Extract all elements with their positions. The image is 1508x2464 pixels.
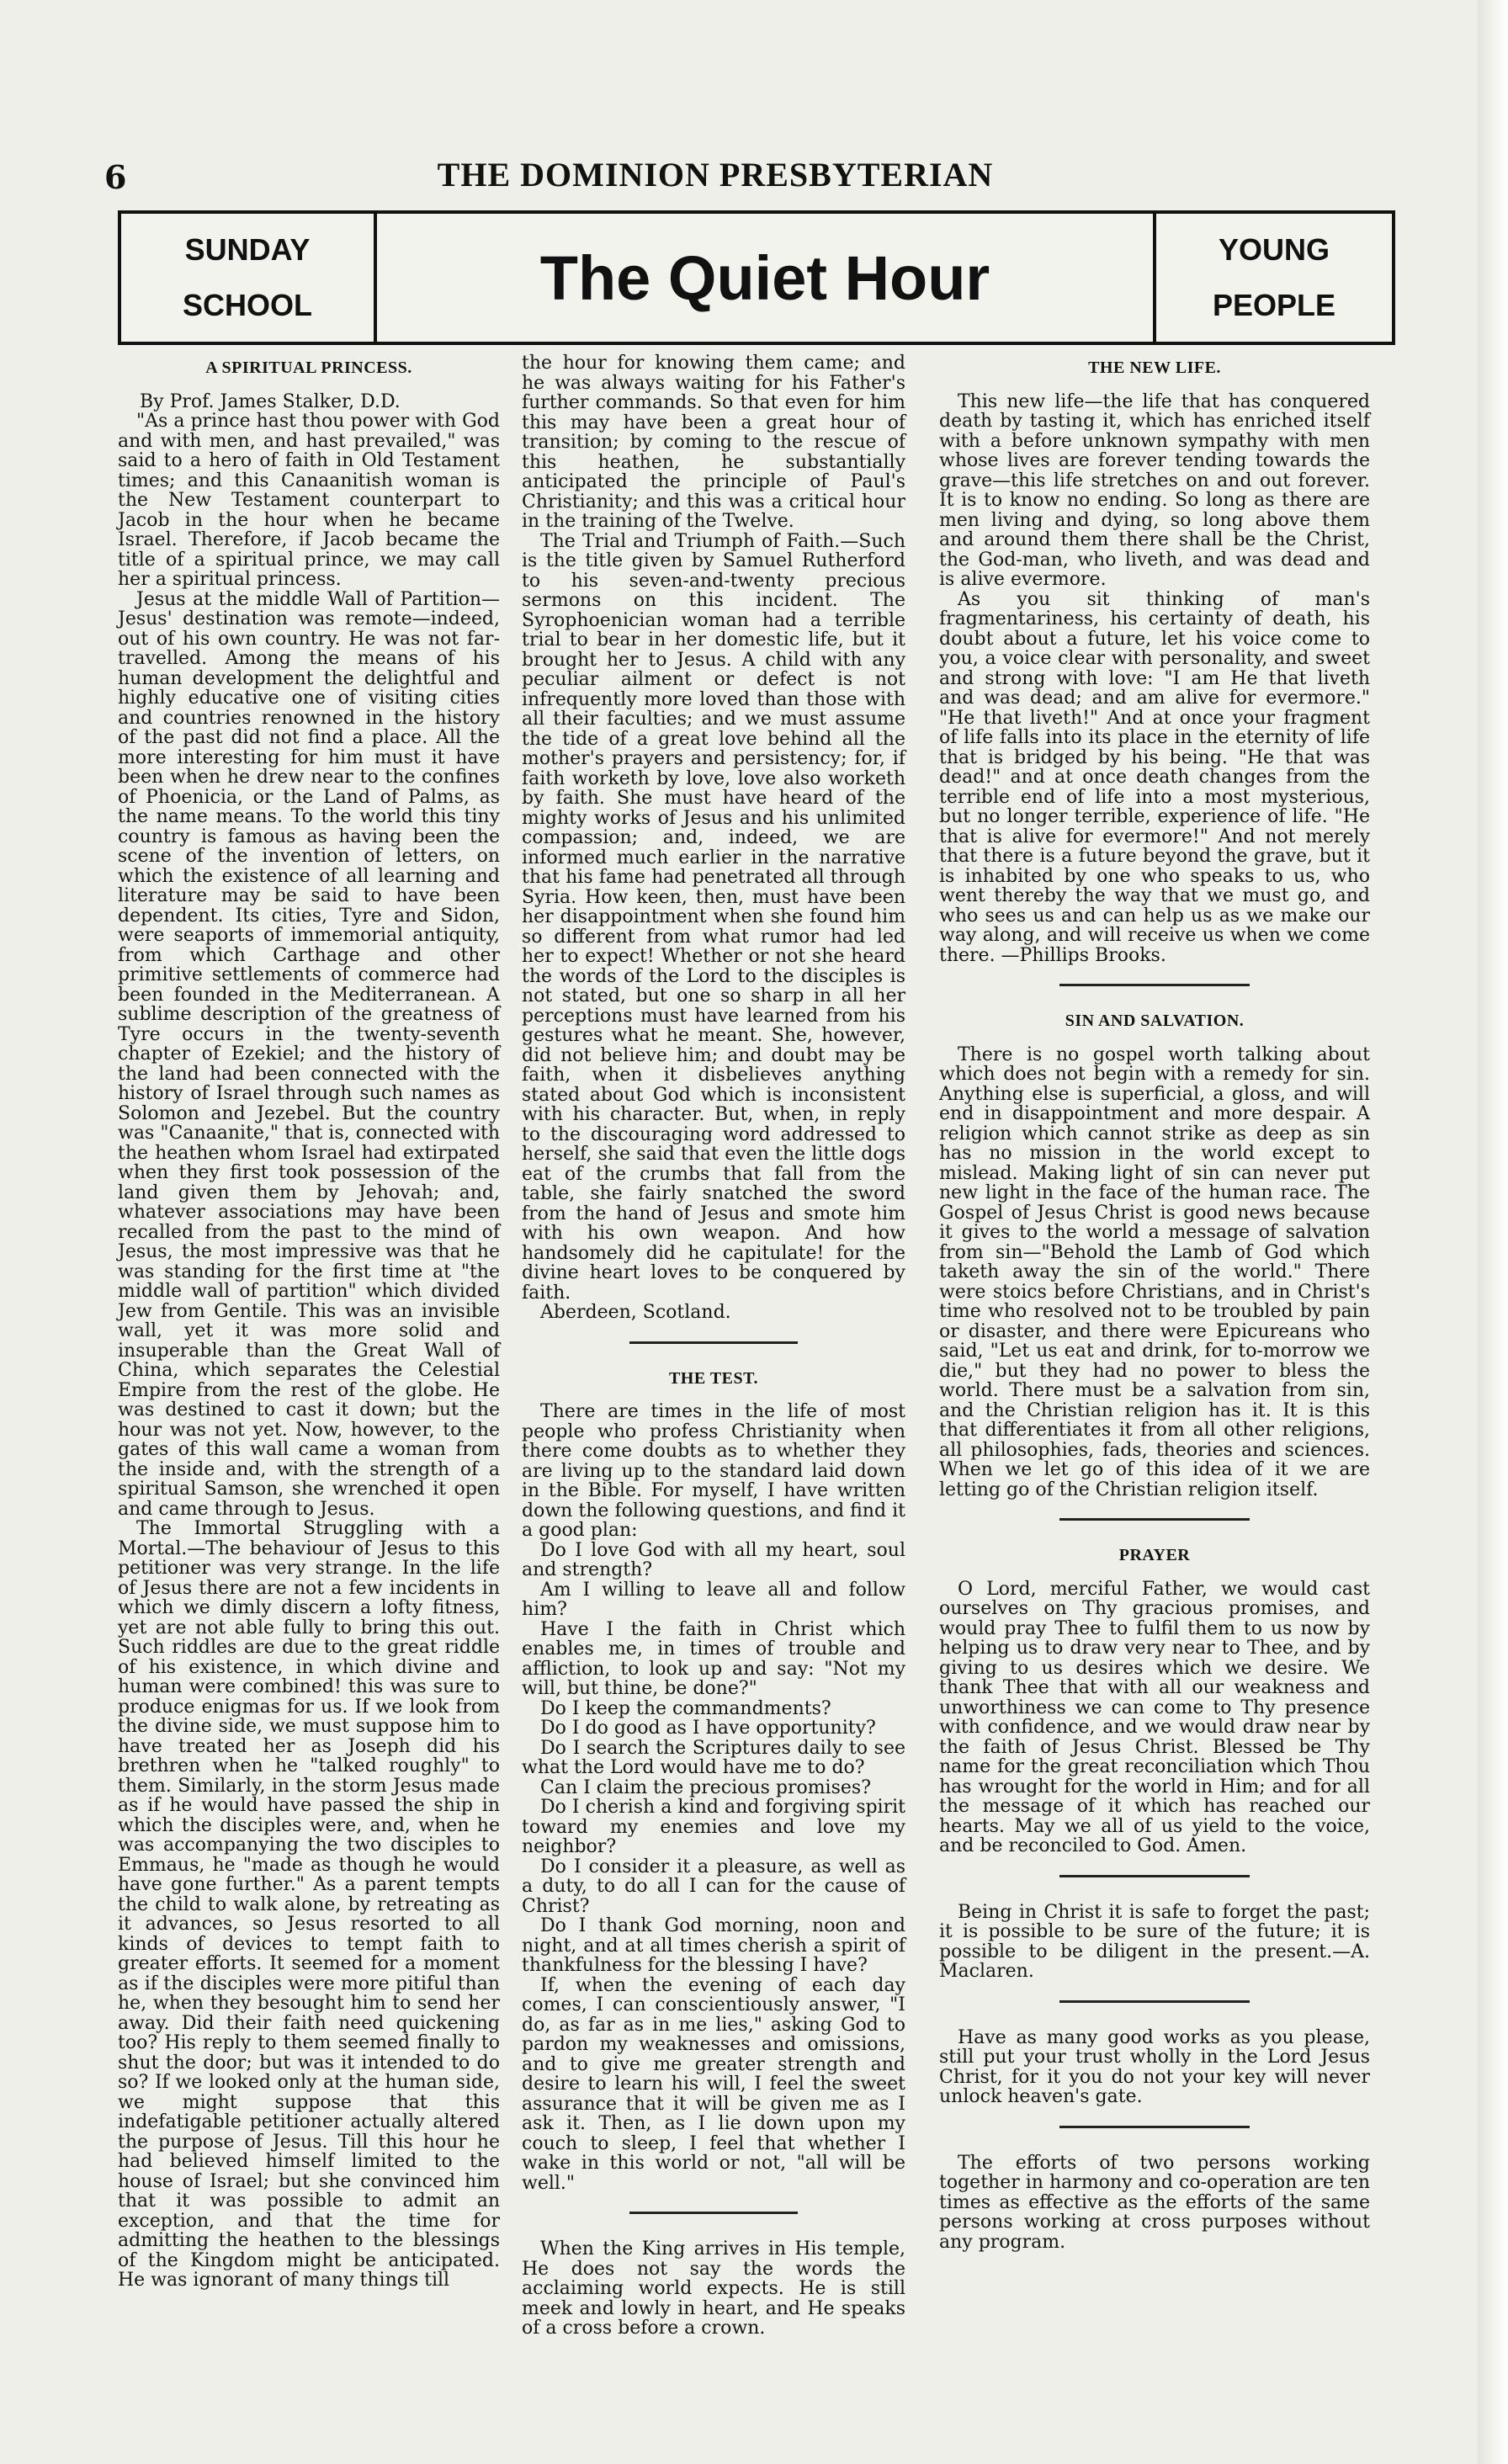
article-paragraph: O Lord, merciful Father, we would cast ourselves on Thy gracious promises, and would pray Thee to fulfil them to us now by helping us to draw very near to Thee, and by giving to us desires which we desire. We thank Thee that with all our weakness and unworthiness we can come to Thy presence with confidence, and we would draw near by the faith of Jesus Christ. Blessed be Thy name for the great reconciliation which Thou has wrought for the world in Him; and for all the message of it which has reached our hearts. May we all of us yield to the voice, and be reconciled to God. Amen. xyxy=(939,1578,1370,1856)
divider-rule xyxy=(1059,1875,1249,1877)
question-item: Do I love God with all my heart, soul and strength? xyxy=(522,1539,905,1580)
divider-rule xyxy=(629,1341,799,1344)
question-item: Do I consider it a pleasure, as well as a duty, to do all I can for the cause of Christ? xyxy=(522,1856,905,1917)
article-heading-sin-salvation: SIN AND SALVATION. xyxy=(1065,1012,1245,1030)
banner-right-line2: PEOPLE xyxy=(1212,288,1336,322)
article-heading-prayer: PRAYER xyxy=(1118,1546,1191,1564)
banner-left-line2: SCHOOL xyxy=(182,288,312,322)
question-item: Am I willing to leave all and follow him? xyxy=(522,1579,905,1620)
publication-title: THE DOMINION PRESBYTERIAN xyxy=(437,156,994,194)
question-item: Can I claim the precious promises? xyxy=(540,1776,871,1798)
banner-left-label xyxy=(121,214,377,342)
article-paragraph: There are times in the life of most people who profess Christianity when there come doubts as to whether they are living up to the standard laid down in the Bible. For myself, I have written down the following questions, and find it a good plan: xyxy=(522,1401,905,1541)
article-heading-spiritual-princess: A SPIRITUAL PRINCESS. xyxy=(205,358,412,377)
question-item: Do I thank God morning, noon and night, and at all times cherish a spirit of thankfulness for the blessing I have? xyxy=(522,1915,905,1976)
article-paragraph: "As a prince hast thou power with God and with men, and hast prevailed," was said to a hero of faith in Old Testament times; and this Canaanitish woman is the New Testament counterpart to Jacob in the hour when he became Israel. Therefore, if Jacob became the title of a spiritual prince, we may call her a spiritual princess. xyxy=(118,411,500,590)
question-item: Do I search the Scriptures daily to see what the Lord would have me to do? xyxy=(522,1737,905,1778)
article-paragraph: The Immortal Struggling with a Mortal.—The behaviour of Jesus to this petitioner was very strange. In the life of Jesus there are not a few incidents in which we dimly discern a lofty fitness, yet are not able fully to bring this out. Such riddles are due to the great riddle of his existence, in which divine and human were combined! this was sure to produce enigmas for us. If we look from the divine side, we must suppose him to have treated her as Joseph did his brethren when he "talked roughly" to them. Similarly, in the storm Jesus made as if he would have passed the ship in which the disciples were, and, when he was accompanying the two disciples to Emmaus, he "made as though he would have gone further." As a parent tempts the child to walk alone, by retreating as it advances, so Jesus resorted to all kinds of devices to tempt faith to greater efforts. It seemed for a moment as if the disciples were more pitiful than he, when they besought him to send her away. Did their faith need quickening too? His reply to them seemed finally to shut the door; but was it intended to do so? If we looked only at the human side, we might suppose that this indefatigable petitioner actually altered the purpose of Jesus. Till this hour he had believed himself limited to the house of Israel; but she convinced him that it was possible to admit an exception, and that the time for admitting the heathen to the blessings of the Kingdom might be anticipated. He was ignorant of many things till xyxy=(118,1518,500,2291)
question-item: Do I cherish a kind and forgiving spirit toward my enemies and love my neighbor? xyxy=(522,1797,905,1857)
column-right xyxy=(939,358,1370,2252)
article-paragraph: This new life—the life that has conquered death by tasting it, which has enriched itself with a before unknown sympathy with men whose lives are forever tending towards the grave—this life stretches on and out forever. It is to know no ending. So long as there are men living and dying, so long above them and around them there shall be the Christ, the God-man, who liveth, and was dead and is alive evermore. xyxy=(939,390,1370,590)
article-byline: By Prof. James Stalker, D.D. xyxy=(140,390,401,412)
article-heading-the-test: THE TEST. xyxy=(668,1368,759,1388)
banner-left-line1: SUNDAY xyxy=(184,232,311,267)
article-signoff: Aberdeen, Scotland. xyxy=(540,1302,731,1323)
banner-title: The Quiet Hour xyxy=(539,242,990,313)
article-heading-new-life: THE NEW LIFE. xyxy=(1088,358,1221,377)
note-paragraph: Have as many good works as you please, still put your trust wholly in the Lord Jesus Christ, for it you do not your key will never unlock heaven's gate. xyxy=(939,2026,1370,2107)
column-left xyxy=(118,358,500,2291)
question-item: Do I do good as I have opportunity? xyxy=(540,1718,876,1739)
section-banner xyxy=(118,210,1395,345)
divider-rule xyxy=(1059,1518,1249,1521)
note-paragraph: When the King arrives in His temple, He does not say the words the acclaiming world expects. He is still meek and lowly in heart, and He speaks of a cross before a crown. xyxy=(522,2238,905,2339)
banner-right-label xyxy=(1153,214,1392,342)
question-item: Have I the faith in Christ which enables me, in times of trouble and affliction, to look up and say: "Not my will, but thine, be done?" xyxy=(522,1618,905,1699)
divider-rule xyxy=(1059,984,1249,986)
divider-rule xyxy=(629,2212,799,2214)
article-paragraph: There is no gospel worth talking about which does not begin with a remedy for sin. Anything else is superficial, a gloss, and will end in disappointment and more despair. A religion which cannot strike as deep as sin has no mission in the world except to mislead. Making light of sin can never put new light in the face of the human race. The Gospel of Jesus Christ is good news because it gives to the world a message of salvation from sin—"Behold the Lamb of God which taketh away the sin of the world." There were stoics before Christians, and in Christ's time who resolved not to be troubled by pain or disaster, and there were Epicureans who said, "Let us eat and drink, for to-morrow we die," but they had no power to bless the world. There must be a salvation from sin, and the Christian religion has it. It is this that differentiates it from all other religions, all philosophies, fads, theories and sciences. When we let go of this idea of it we are letting go of the Christian religion itself. xyxy=(939,1043,1370,1500)
divider-rule xyxy=(1059,2126,1249,2128)
article-paragraph: As you sit thinking of man's fragmentariness, his certainty of death, his doubt about a future, let his voice come to you, a voice clear with personality, and sweet and strong with love: "I am He that liveth and was dead; and am alive for evermore." "He that liveth!" And at once your fragment of life falls into its place in the eternity of life that is bridged by his being. "He that was dead!" and at once death changes from the terrible end of life into a most mysterious, but no longer terrible, experience of life. "He that is alive for evermore!" And not merely that there is a future beyond the grave, but it is inhabited by one who speaks to us, who went thereby the way that we must go, and who sees us and can help us as we make our way along, and will receive us when we come there. —Phillips Brooks. xyxy=(939,588,1370,966)
divider-rule xyxy=(1059,2000,1249,2003)
article-paragraph: The Trial and Triumph of Faith.—Such is the title given by Samuel Rutherford to his seven-and-twenty precious sermons on this incident. The Syrophoenician woman had a terrible trial to bear in her domestic life, but it brought her to Jesus. A child with any peculiar ailment or defect is not infrequently more loved than those with all their faculties; and we must assume the tide of a great love behind all the mother's prayers and persistency; for, if faith worketh by love, love also worketh by faith. She must have heard of the mighty works of Jesus and his unlimited compassion; and, indeed, we are informed much earlier in the narrative that his fame had penetrated all through Syria. How keen, then, must have been her disappointment when she found him so different from what rumor had led her to expect! Whether or not she heard the words of the Lord to the disciples is not stated, but one so sharp in all her perceptions must have learned from his gestures what he meant. She, however, did not believe him; and doubt may be faith, when it disbelieves anything stated about God which is inconsistent with his character. But, when, in reply to the discouraging word addressed to herself, she said that even the little dogs eat of the crumbs that fall from the table, she fairly snatched the sword from the hand of Jesus and smote him with his own weapon. And how handsomely did he capitulate! for the divine heart loves to be conquered by faith. xyxy=(522,530,905,1304)
scan-edge xyxy=(1478,0,1508,2464)
note-paragraph: Being in Christ it is safe to forget the past; it is possible to be sure of the future; it is possible to be diligent in the present.—A. Maclaren. xyxy=(939,1901,1370,1982)
banner-right-line1: YOUNG xyxy=(1218,232,1330,267)
column-middle xyxy=(522,353,905,2339)
article-paragraph: Jesus at the middle Wall of Partition—Jesus' destination was remote—indeed, out of his own country. He was not far-travelled. Among the means of his human development the delightful and highly educative one of visiting cities and countries renowned in the history of the past did not find a place. All the more interesting for him must it have been when he drew near to the confines of Phoenicia, or the Land of Palms, as the name means. To the world this tiny country is famous as having been the scene of the invention of letters, on which the existence of all learning and literature may be said to have been dependent. Its cities, Tyre and Sidon, were seaports of immemorial antiquity, from which Carthage and other primitive settlements of commerce had been founded in the Mediterranean. A sublime description of the greatness of Tyre occurs in the twenty-seventh chapter of Ezekiel; and the history of the land had been connected with the history of Israel through such names as Solomon and Jezebel. But the country was "Canaanite," that is, connected with the heathen whom Israel had extirpated when they first took possession of the land given them by Jehovah; and, whatever associations may have been recalled from the past to the mind of Jesus, the most impressive was that he was standing for the first time at "the middle wall of partition" which divided Jew from Gentile. This was an invisible wall, yet it was more solid and insuperable than the Great Wall of China, which separates the Celestial Empire from the rest of the globe. He was destined to cast it down; but the hour was not yet. Now, however, to the gates of this wall came a woman from the inside and, with the strength of a spiritual Samson, she wrenched it open and came through to Jesus. xyxy=(118,588,500,1520)
page-number: 6 xyxy=(104,158,127,196)
question-item: Do I keep the commandments? xyxy=(540,1697,831,1719)
note-paragraph: The efforts of two persons working together in harmony and co-operation are ten times as effective as the efforts of the same persons working at cross purposes without any program. xyxy=(939,2152,1370,2253)
article-paragraph: If, when the evening of each day comes, I can conscientiously answer, "I do, as far as in me lies," asking God to pardon my weaknesses and omissions, and to give me greater strength and desire to learn his will, I feel the sweet assurance that it will be given me as I ask it. Then, as I lie down upon my couch to sleep, I feel that whether I wake in this world or not, "all will be well." xyxy=(522,1974,905,2194)
article-paragraph: the hour for knowing them came; and he was always waiting for his Father's further commands. So that even for him this may have been a great hour of transition; by coming to the rescue of this heathen, he substantially anticipated the principle of Paul's Christianity; and this was a critical hour in the training of the Twelve. xyxy=(522,353,905,532)
